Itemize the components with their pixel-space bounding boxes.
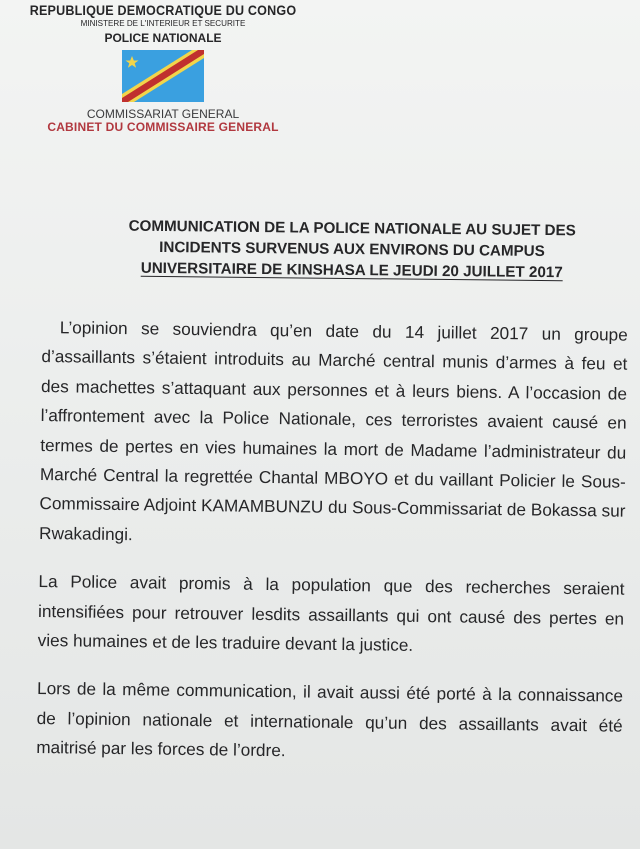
drc-flag-icon [122, 50, 204, 102]
letterhead-cabinet: CABINET DU COMMISSAIRE GENERAL [47, 120, 279, 135]
document-title [84, 215, 621, 284]
title-line-2: INCIDENTS SURVENUS AUX ENVIRONS DU CAMPUS [159, 238, 545, 261]
letterhead-ministry: MINISTERE DE L'INTERIEUR ET SECURITE [80, 18, 246, 29]
paragraph-3: Lors de la même communication, il avait aussi été porté à la connaissance de l’opinion nationale et internationale qu’un des assaillants avait été maitrisé par les forces de l’ordre. [36, 678, 624, 761]
paragraph-2: La Police avait promis à la population que des recherches seraient intensifiées pour retrouver lesdits assaillants qui ont causé des pertes en vies humaines et de les traduire devant la justice. [37, 571, 625, 655]
letterhead-commissariat: COMMISSARIAT GENERAL [86, 106, 240, 121]
title-line-3: UNIVERSITAIRE DE KINSHASA LE JEUDI 20 JUILLET 2017 [140, 259, 563, 282]
paragraph-1: L’opinion se souviendra qu’en date du 14 juillet 2017 un groupe d’assaillants s’étaient introduits au Marché central munis d’armes à feu et des machettes s’attaquant aux personnes et à leurs biens. A l’occasion de l’affrontement avec la Police Nationale, ces terroristes avaient causé en termes de pertes en vies humaines la mort de Madame l’administrateur du Marché Central la regrettée Chantal MBOYO et du vaillant Policier le Sous-Commissaire Adjoint KAMAMBUNZU du Sous-Commissariat de Bokassa sur Rwakadingi. [38, 317, 628, 545]
letterhead [18, 4, 308, 134]
letterhead-police: POLICE NATIONALE [104, 31, 222, 46]
document-body [36, 313, 628, 789]
title-line-1: COMMUNICATION DE LA POLICE NATIONALE AU SUJET DES [128, 217, 576, 240]
letterhead-country: REPUBLIQUE DEMOCRATIQUE DU CONGO [29, 3, 297, 18]
